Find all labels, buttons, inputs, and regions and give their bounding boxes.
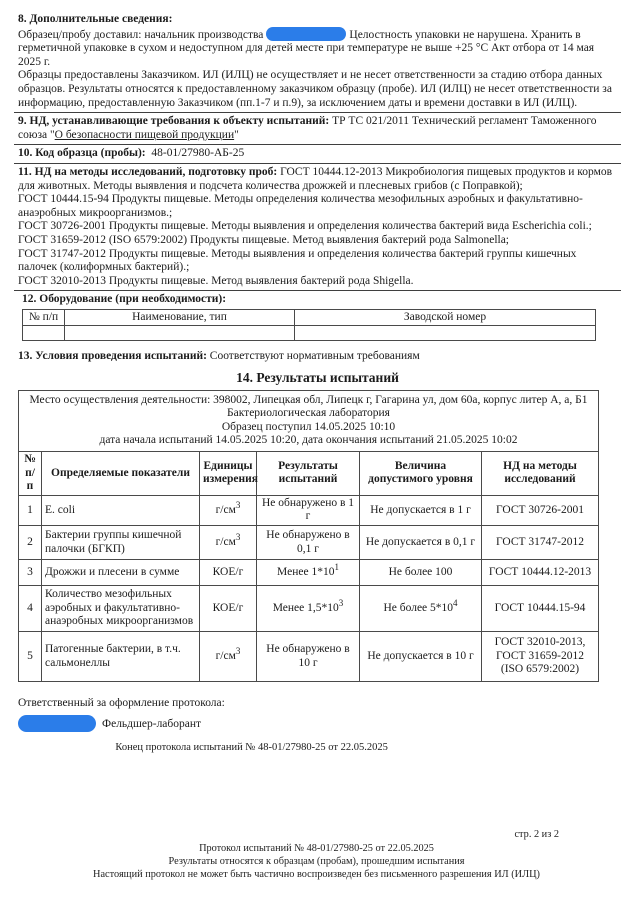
activity-address: Место осуществления деятельности: 398002, Липецкая обл, Липецк г, Гагарина ул, дом 60а, корпус литер А, а, Б1 (29, 393, 588, 406)
divider (14, 144, 621, 145)
section-12-title: 12. Оборудование (при необходимости): (22, 293, 227, 306)
redacted-name-pill (266, 27, 346, 41)
divider (14, 290, 621, 291)
footer-copy-line: Настоящий протокол не может быть частично воспроизведен без письменного разрешения ИЛ (ИЛЦ) (93, 869, 540, 880)
method-standard: ГОСТ 31747-2012 Продукты пищевые. Методы выявления и определения количества бактерий группы кишечных палочек (колиформных бактерий).; (18, 247, 577, 274)
results-table (18, 390, 599, 682)
results-row: 4 Количество мезофильных аэробных и факультативно-анаэробных микроорганизмов КОЕ/г Менее $1,5*10^3$ Не более $5*10^4$ ГОСТ 10444.15-94 (19, 586, 599, 632)
equipment-header-serial: Заводской номер (295, 309, 596, 326)
results-row: 1 E. coli $г/см^3$ Не обнаружено в 1 г Не допускается в 1 г ГОСТ 30726-2001 (19, 495, 599, 525)
protocol-end-line: Конец протокола испытаний № 48-01/27980-25 от 22.05.2025 (115, 741, 388, 753)
section-8 (18, 13, 617, 110)
section-11-label: 11. НД на методы исследований, подготовку проб: (18, 165, 278, 178)
regulation-name: О безопасности пищевой продукции (54, 128, 235, 141)
signature-label: Ответственный за оформление протокола: (18, 697, 225, 709)
header-indicator: Определяемые показатели (42, 452, 200, 496)
header-unit: Единицы измерения (200, 452, 257, 496)
divider (14, 112, 621, 113)
page-number: стр. 2 из 2 (514, 829, 559, 840)
page-footer (0, 828, 633, 881)
section-11 (18, 166, 617, 288)
equipment-empty-row (23, 326, 596, 341)
section-12 (18, 293, 617, 341)
section-8-paragraph-2: Образцы предоставлены Заказчиком. ИЛ (ИЛЦ) не осуществляет и не несет ответственности за стадию отбора данных образцов. Результаты относятся к предоставленному заказчиком образцу (пробе). ИЛ (ИЛЦ) не несет ответственности за информацию, предоставленную Заказчиком (пп.1-7 и п.9), за исключением даты и времени доставки в ИЛ (ИЛЦ). (18, 69, 612, 109)
laboratory-name: Бактериологическая лаборатория (227, 407, 390, 420)
method-standard: ГОСТ 30726-2001 Продукты пищевые. Методы выявления и определения количества бактерий вида Escherichia coli.; (18, 220, 592, 233)
section-8-title: 8. Дополнительные сведения: (18, 13, 173, 25)
results-info-row (19, 390, 599, 451)
method-standard: ГОСТ 10444.15-94 Продукты пищевые. Методы определения количества мезофильных аэробных и факультативно-анаэробных микроорганизмов.; (18, 193, 583, 219)
sample-received: Образец поступил 14.05.2025 10:10 (221, 420, 396, 433)
test-conditions: Соответствуют нормативным требованиям (209, 350, 420, 363)
section-9: 9. НД, устанавливающие требования к объекту испытаний: ТР ТС 021/2011 Технический регламент Таможенного союза "О безопасности пищевой продукции" (18, 115, 597, 141)
sample-code: 48-01/27980-АБ-25 (151, 147, 245, 160)
section-14-title: 14. Результаты испытаний (236, 370, 399, 386)
method-standard: ГОСТ 31659-2012 (ISO 6579:2002) Продукты пищевые. Метод выявления бактерий рода Salmonella; (18, 233, 510, 246)
method-standard: ГОСТ 32010-2013 Продукты пищевые. Метод выявления бактерий рода Shigella. (18, 274, 414, 287)
divider (14, 163, 621, 164)
section-10 (18, 147, 617, 161)
method-standard: ГОСТ 10444.12-2013 Микробиология пищевых продуктов и кормов для животных. Методы выявления и подсчета количества дрожжей и плесневых грибов (с Поправкой); (18, 165, 613, 192)
section-8-paragraph-1: Образец/пробу доставил: начальник производства Целостность упаковки не нарушена. Хранить в герметичной упаковке в сухом и недоступном для детей месте при температуре не выше +25 °С Акт отбора от 14 мая 2025 г. (18, 28, 595, 68)
results-header-row (19, 452, 599, 496)
equipment-table (22, 309, 596, 342)
signer-position: Фельдшер-лаборант (102, 717, 202, 730)
section-9-label: 9. НД, устанавливающие требования к объекту испытаний: (18, 115, 330, 128)
footer-results-line: Результаты относятся к образцам (пробам), прошедшим испытания (168, 856, 465, 867)
results-row: 5 Патогенные бактерии, в т.ч. сальмонеллы $г/см^3$ Не обнаружено в 10 г Не допускается в 10 г ГОСТ 32010-2013, ГОСТ 31659-2012 (ISO 6579:2002) (19, 632, 599, 682)
redacted-signature-pill (18, 715, 96, 732)
header-num: № п/п (19, 452, 42, 496)
results-row: 3 Дрожжи и плесени в сумме КОЕ/г Менее $1*10^1$ Не более 100 ГОСТ 10444.12-2013 (19, 560, 599, 586)
header-result: Результаты испытаний (257, 452, 360, 496)
header-allowed: Величина допустимого уровня (360, 452, 482, 496)
signature-block (18, 697, 617, 732)
section-13-label: 13. Условия проведения испытаний: (18, 350, 207, 363)
equipment-header-num: № п/п (23, 309, 65, 326)
equipment-header-row (23, 309, 596, 326)
results-row: 2 Бактерии группы кишечной палочки (БГКП) $г/см^3$ Не обнаружено в 0,1 г Не допускается в 0,1 г ГОСТ 31747-2012 (19, 526, 599, 560)
footer-protocol-line: Протокол испытаний № 48-01/27980-25 от 22.05.2025 (199, 843, 434, 854)
section-13 (18, 350, 617, 364)
header-method: НД на методы исследований (482, 452, 599, 496)
section-10-label: 10. Код образца (пробы): (18, 147, 146, 160)
test-dates: дата начала испытаний 14.05.2025 10:20, дата окончания испытаний 21.05.2025 10:02 (99, 434, 518, 447)
equipment-header-name: Наименование, тип (65, 309, 295, 326)
